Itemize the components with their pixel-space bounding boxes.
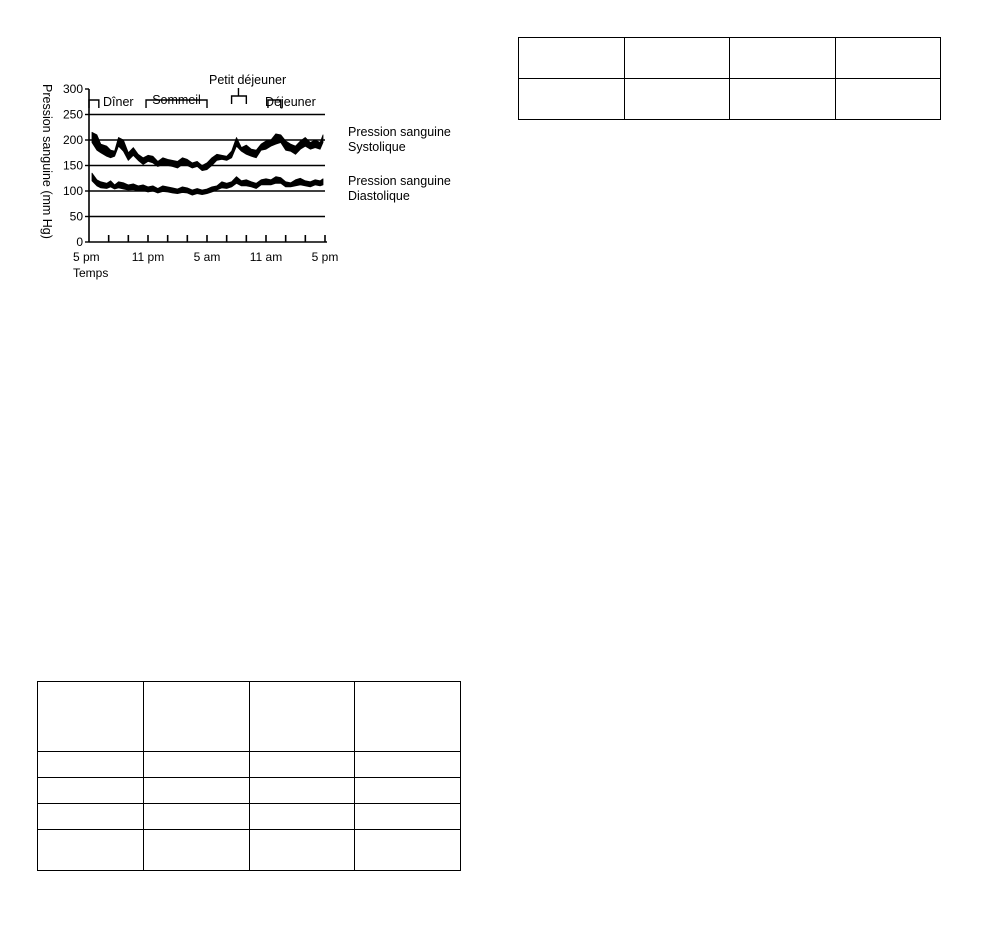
- table-cell: [143, 804, 249, 830]
- table-row: [38, 752, 461, 778]
- x-tick-labels: [73, 250, 338, 264]
- x-tick-label-1: 11 pm: [131, 250, 165, 264]
- x-tick-label-0: 5 pm: [73, 250, 100, 264]
- table-row: [519, 38, 941, 79]
- table-cell: [38, 752, 144, 778]
- table-cell: [38, 778, 144, 804]
- y-tick-label-50: 50: [69, 209, 83, 224]
- legend-systolic-line1: Pression sanguine: [348, 125, 451, 139]
- table-row: [519, 79, 941, 120]
- y-tick-label-300: 300: [62, 82, 83, 96]
- table-cell: [38, 804, 144, 830]
- table-cell: [519, 79, 625, 120]
- y-tick-label-250: 250: [62, 107, 83, 122]
- legend-diastolic-line2: Diastolique: [348, 189, 410, 203]
- y-tick-label-0: 0: [76, 235, 83, 249]
- table-cell: [38, 830, 144, 871]
- table-cell: [249, 682, 355, 752]
- period-bracket-0: [89, 100, 99, 108]
- table-row: [38, 778, 461, 804]
- y-axis-label: Pression sanguine (mm Hg): [40, 84, 54, 239]
- table-row: [38, 682, 461, 752]
- x-tick-label-3: 11 am: [249, 250, 283, 264]
- series-layer: [92, 132, 323, 195]
- period-annotations: [89, 73, 316, 109]
- table-cell: [143, 830, 249, 871]
- table-bottom: [37, 681, 461, 871]
- table-cell: [249, 830, 355, 871]
- table-cell: [249, 804, 355, 830]
- blood-pressure-chart: [30, 68, 470, 288]
- x-tick-label-4: 5 pm: [311, 250, 339, 264]
- y-tick-labels: [63, 82, 83, 249]
- table-cell: [143, 682, 249, 752]
- x-tick-label-2: 5 am: [193, 250, 221, 264]
- table-cell: [143, 778, 249, 804]
- table-cell: [624, 79, 730, 120]
- legend-systolic-line2: Systolique: [348, 140, 406, 154]
- table-row: [38, 804, 461, 830]
- table-cell: [730, 38, 836, 79]
- table-cell: [624, 38, 730, 79]
- table-cell: [143, 752, 249, 778]
- period-label-0: Dîner: [103, 95, 134, 109]
- legend-diastolic: [348, 174, 454, 203]
- period-bracket-2: [232, 96, 247, 104]
- table-cell: [355, 682, 461, 752]
- period-label-2: Petit déjeuner: [209, 73, 287, 87]
- table-cell: [355, 752, 461, 778]
- table-cell: [730, 79, 836, 120]
- table-cell: [355, 778, 461, 804]
- y-tick-label-200: 200: [62, 133, 83, 147]
- table-cell: [355, 804, 461, 830]
- diastolic-band: [92, 173, 323, 195]
- table-cell: [38, 682, 144, 752]
- table-cell: [835, 38, 941, 79]
- period-label-3: Déjeuner: [265, 95, 316, 109]
- period-label-1: Sommeil: [152, 93, 201, 107]
- table-row: [38, 830, 461, 871]
- y-tick-label-150: 150: [62, 158, 83, 173]
- table-cell: [519, 38, 625, 79]
- table-cell: [355, 830, 461, 871]
- table-cell: [249, 752, 355, 778]
- table-cell: [249, 778, 355, 804]
- table-top: [518, 37, 941, 120]
- legend-systolic: [348, 125, 454, 154]
- legend-diastolic-line1: Pression sanguine: [348, 174, 451, 188]
- table-cell: [835, 79, 941, 120]
- y-tick-label-100: 100: [62, 184, 83, 198]
- x-axis-label: Temps: [73, 266, 109, 280]
